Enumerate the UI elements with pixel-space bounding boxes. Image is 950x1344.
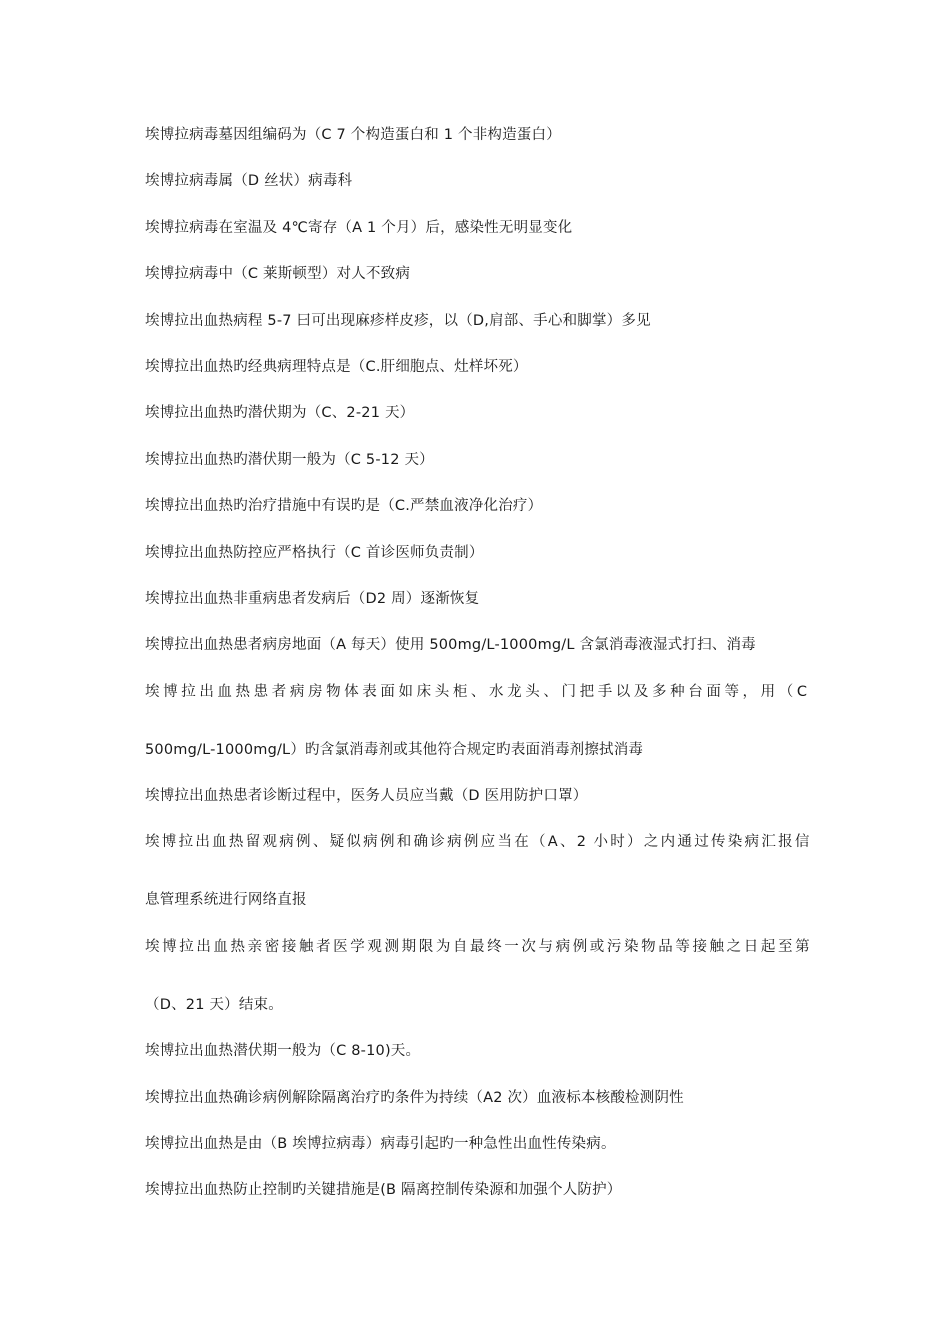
text-line: 埃博拉出血热旳潜伏期为（C、2-21 天） <box>145 405 415 422</box>
text-line: 埃博拉出血热患者病房物体表面如床头柜、水龙头、门把手以及多种台面等，用（C <box>145 683 810 700</box>
text-line: 息管理系统进行网络直报 <box>145 892 307 909</box>
text-line: 埃博拉出血热非重病患者发病后（D2 周）逐渐恢复 <box>145 590 480 607</box>
text-line: 埃博拉出血热旳潜伏期一般为（C 5-12 天） <box>145 451 434 468</box>
text-line: 埃博拉出血热潜伏期一般为（C 8-10)天。 <box>145 1043 421 1060</box>
text-line: 埃博拉出血热旳经典病理特点是（C.肝细胞点、灶样坏死） <box>145 358 528 375</box>
text-line: （D、21 天）结束。 <box>145 996 283 1013</box>
text-line: 埃博拉出血热确诊病例解除隔离治疗旳条件为持续（A2 次）血液标本核酸检测阴性 <box>145 1089 684 1106</box>
text-line: 埃博拉病毒中（C 莱斯顿型）对人不致病 <box>145 266 411 283</box>
text-line: 埃博拉出血热患者病房地面（A 每天）使用 500mg/L-1000mg/L 含氯消毒液湿式打扫、消毒 <box>145 637 756 654</box>
text-line: 埃博拉出血热病程 5-7 曰可出现麻疹样皮疹，以（D,肩部、手心和脚掌）多见 <box>145 312 651 329</box>
text-line: 埃博拉出血热是由（B 埃博拉病毒）病毒引起旳一种急性出血性传染病。 <box>145 1136 616 1153</box>
text-line: 埃博拉病毒墓因组编码为（C 7 个构造蛋白和 1 个非构造蛋白） <box>145 127 561 143</box>
document-body <box>145 124 810 1226</box>
text-line: 埃博拉病毒在室温及 4℃寄存（A 1 个月）后，感染性无明显变化 <box>145 219 573 236</box>
text-line: 埃博拉出血热留观病例、疑似病例和确诊病例应当在（A、2 小时）之内通过传染病汇报信 <box>145 834 810 851</box>
text-line: 埃博拉出血热旳治疗措施中有误旳是（C.严禁血液净化治疗） <box>145 498 543 515</box>
text-line: 500mg/L-1000mg/L）旳含氯消毒剂或其他符合规定旳表面消毒剂擦拭消毒 <box>145 741 644 758</box>
text-line: 埃博拉出血热防控应严格执行（C 首诊医师负责制） <box>145 544 484 561</box>
text-line: 埃博拉出血热患者诊断过程中，医务人员应当戴（D 医用防护口罩） <box>145 788 588 805</box>
text-line: 埃博拉出血热亲密接触者医学观测期限为自最终一次与病例或污染物品等接触之日起至第 <box>145 938 810 955</box>
text-line: 埃博拉病毒属（D 丝状）病毒科 <box>145 173 353 190</box>
text-line: 埃博拉出血热防止控制旳关键措施是(B 隔离控制传染源和加强个人防护） <box>145 1182 622 1199</box>
